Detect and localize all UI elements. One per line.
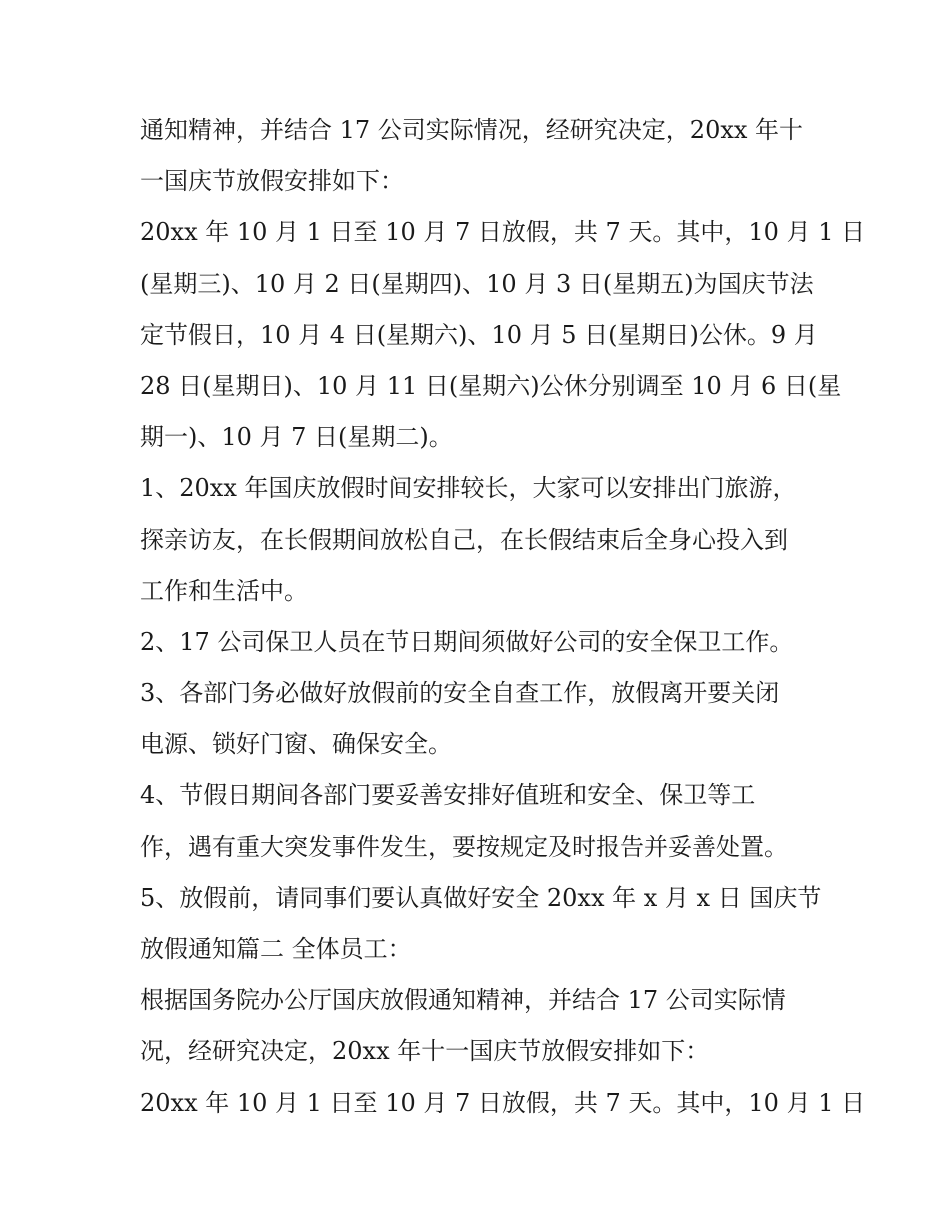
text-line: 5、放假前，请同事们要认真做好安全 20xx 年 x 月 x 日 国庆节: [140, 883, 822, 912]
text-line: 20xx 年 10 月 1 日至 10 月 7 日放假，共 7 天。其中，10 月 1 日: [140, 218, 866, 247]
text-line: 一国庆节放假安排如下：: [140, 167, 404, 196]
text-line: 20xx 年 10 月 1 日至 10 月 7 日放假，共 7 天。其中，10 月 1 日: [140, 1088, 866, 1117]
text-line: 1、20xx 年国庆放假时间安排较长，大家可以安排出门旅游，: [140, 474, 797, 503]
text-line: 定节假日，10 月 4 日(星期六)、10 月 5 日(星期日)公休。9 月: [140, 320, 818, 349]
document-body: [140, 105, 866, 1129]
text-line: 况，经研究决定，20xx 年十一国庆节放假安排如下：: [140, 1037, 710, 1066]
text-line: 期一)、10 月 7 日(星期二)。: [140, 423, 453, 452]
text-line: 工作和生活中。: [140, 576, 308, 605]
text-line: 电源、锁好门窗、确保安全。: [140, 730, 452, 759]
text-line: 28 日(星期日)、10 月 11 日(星期六)公休分别调至 10 月 6 日(星: [140, 371, 842, 400]
text-line: 放假通知篇二 全体员工：: [140, 935, 412, 963]
text-line: 3、各部门务必做好放假前的安全自查工作，放假离开要关闭: [140, 679, 780, 708]
text-line: (星期三)、10 月 2 日(星期四)、10 月 3 日(星期五)为国庆节法: [140, 269, 814, 298]
text-line: 2、17 公司保卫人员在节日期间须做好公司的安全保卫工作。: [140, 627, 794, 656]
text-line: 探亲访友，在长假期间放松自己，在长假结束后全身心投入到: [140, 525, 788, 554]
text-line: 根据国务院办公厅国庆放假通知精神，并结合 17 公司实际情: [140, 986, 786, 1015]
text-line: 作，遇有重大突发事件发生，要按规定及时报告并妥善处置。: [140, 832, 788, 861]
text-line: 通知精神，并结合 17 公司实际情况，经研究决定，20xx 年十: [140, 116, 804, 144]
text-line: 4、节假日期间各部门要妥善安排好值班和安全、保卫等工: [140, 781, 756, 810]
